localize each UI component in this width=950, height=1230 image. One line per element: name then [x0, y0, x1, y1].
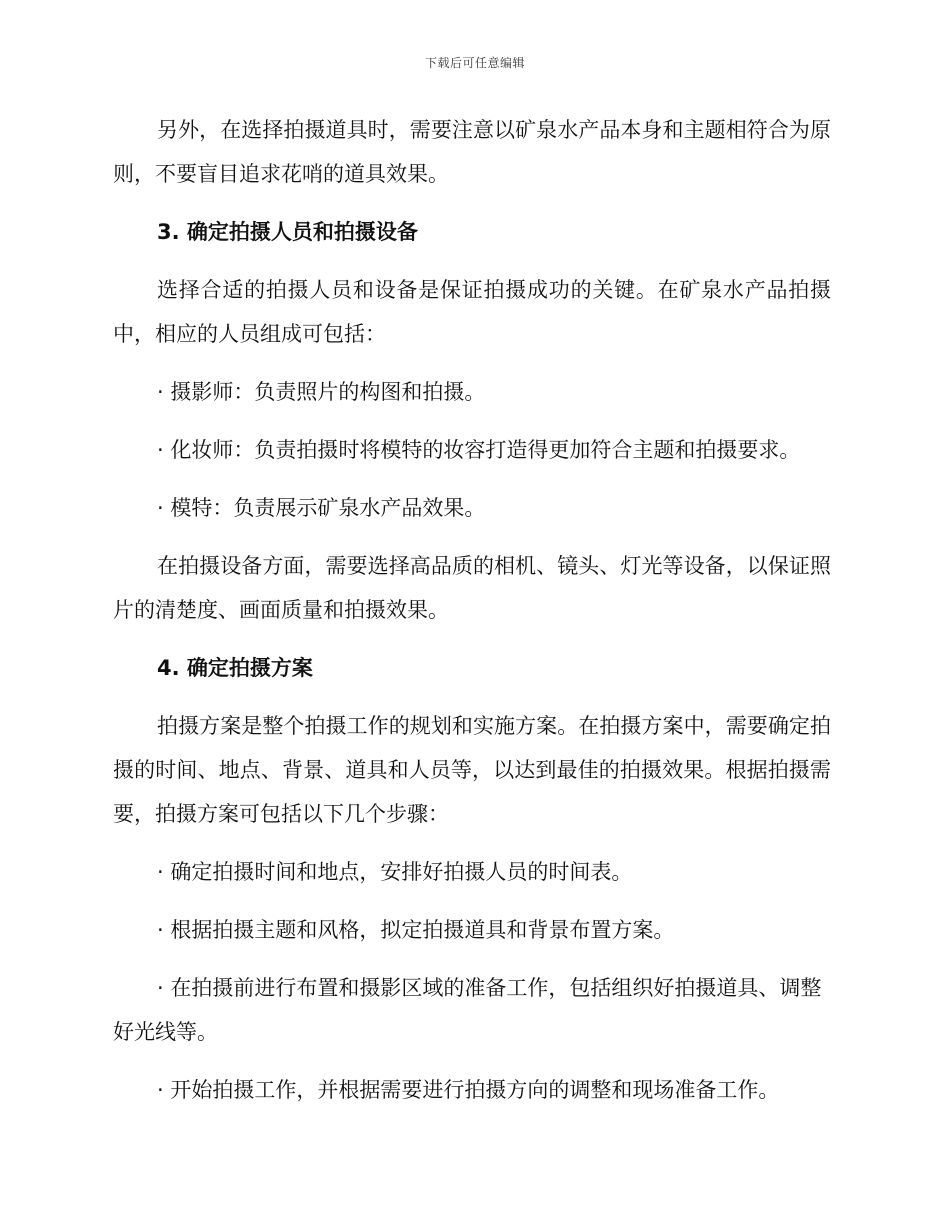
list-item-makeup-artist: · 化妆师：负责拍摄时将模特的妆容打造得更加符合主题和拍摄要求。	[157, 438, 801, 462]
list-item-photographer: · 摄影师：负责照片的构图和拍摄。	[157, 380, 486, 404]
section-heading-shooting-plan: 4. 确定拍摄方案	[157, 656, 313, 680]
paragraph-staff-intro: 选择合适的拍摄人员和设备是保证拍摄成功的关键。在矿泉水产品拍摄中，相应的人员组成可包括：	[113, 278, 831, 346]
list-item-plan-step-1: · 确定拍摄时间和地点，安排好拍摄人员的时间表。	[157, 860, 633, 884]
list-item-plan-step-3: · 在拍摄前进行布置和摄影区域的准备工作，包括组织好拍摄道具、调整好光线等。	[113, 976, 822, 1044]
paragraph-equipment: 在拍摄设备方面，需要选择高品质的相机、镜头、灯光等设备，以保证照片的清楚度、画面质量和拍摄效果。	[113, 554, 831, 622]
list-item-plan-step-4: · 开始拍摄工作，并根据需要进行拍摄方向的调整和现场准备工作。	[157, 1078, 780, 1102]
list-item-model: · 模特：负责展示矿泉水产品效果。	[157, 496, 486, 520]
document-body	[113, 108, 831, 1126]
list-item-plan-step-2: · 根据拍摄主题和风格，拟定拍摄道具和背景布置方案。	[157, 918, 675, 942]
page-header: 下载后可任意编辑	[424, 56, 525, 70]
paragraph-plan-intro: 拍摄方案是整个拍摄工作的规划和实施方案。在拍摄方案中，需要确定拍摄的时间、地点、背景、道具和人员等，以达到最佳的拍摄效果。根据拍摄需要，拍摄方案可包括以下几个步骤：	[113, 714, 831, 826]
paragraph-props-note: 另外，在选择拍摄道具时，需要注意以矿泉水产品本身和主题相符合为原则，不要盲目追求花哨的道具效果。	[113, 118, 831, 186]
section-heading-staff-equipment: 3. 确定拍摄人员和拍摄设备	[157, 220, 418, 244]
